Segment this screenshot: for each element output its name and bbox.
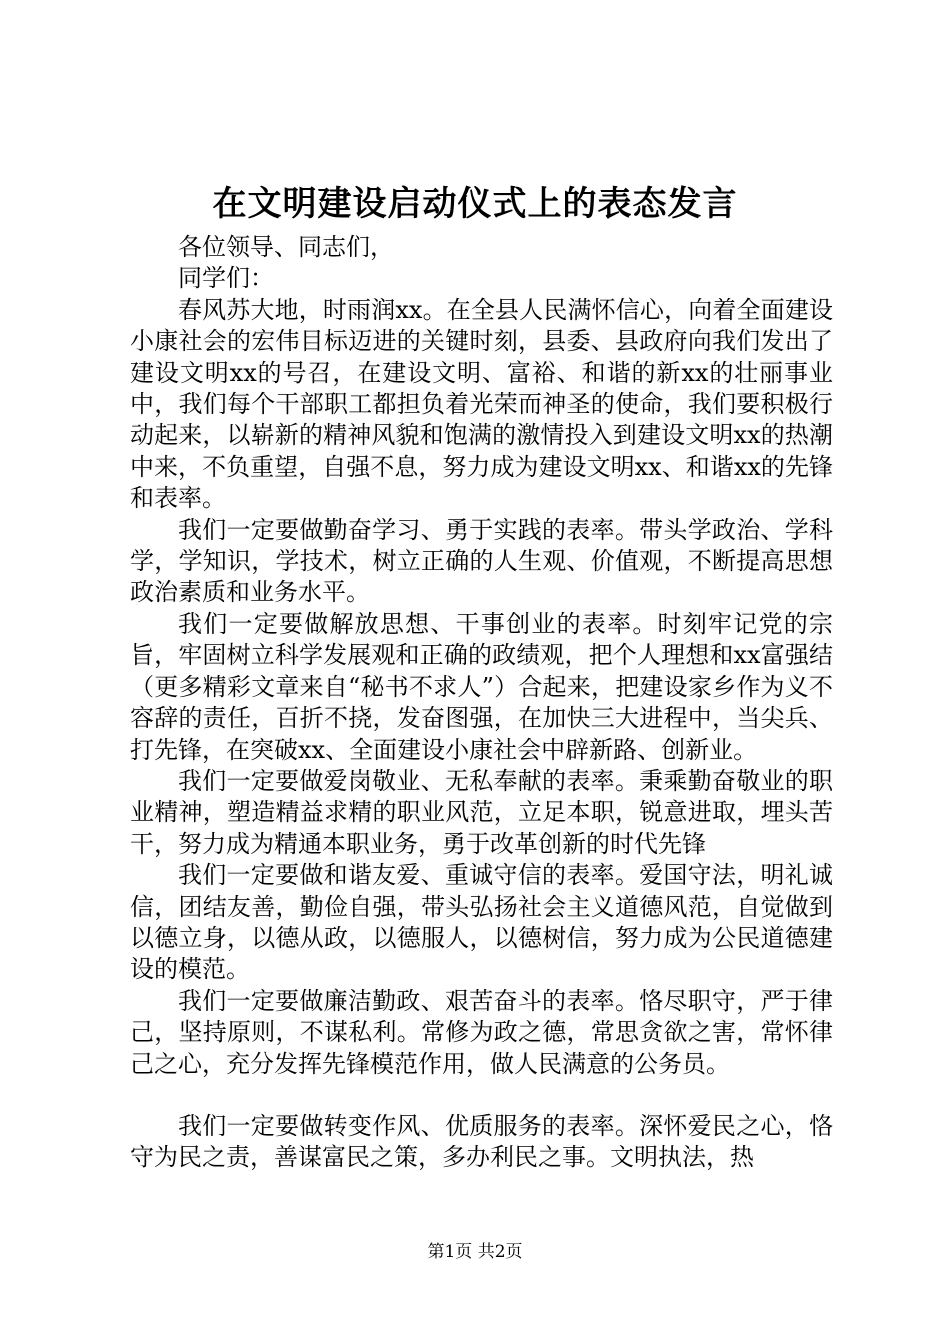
body-paragraph: 我们一定要做和谐友爱、重诚守信的表率。爱国守法，明礼诚信，团结友善，勤俭自强，带头弘扬社会主义道德风范，自觉做到以德立身，以德从政，以德服人，以德树信，努力成为公民道德建设的模范。 [130, 861, 833, 984]
document-body [130, 232, 833, 1174]
body-paragraph: 我们一定要做爱岗敬业、无私奉献的表率。秉乘勤奋敬业的职业精神，塑造精益求精的职业风范，立足本职，锐意进取，埋头苦干，努力成为精通本职业务，勇于改革创新的时代先锋 [130, 766, 833, 858]
body-paragraph: 我们一定要做勤奋学习、勇于实践的表率。带头学政治、学科学，学知识，学技术，树立正确的人生观、价值观，不断提高思想政治素质和业务水平。 [130, 515, 833, 607]
page-number-footer: 第1页 共2页 [427, 1242, 523, 1262]
salutation-paragraph: 各位领导、同志们， [178, 233, 394, 261]
body-paragraph: 我们一定要做转变作风、优质服务的表率。深怀爱民之心，恪守为民之责，善谋富民之策，多办利民之事。文明执法，热 [130, 1111, 833, 1172]
body-paragraph: 我们一定要做廉洁勤政、艰苦奋斗的表率。恪尽职守，严于律己，坚持原则，不谋私利。常修为政之德，常思贪欲之害，常怀律己之心，充分发挥先锋模范作用，做人民满意的公务员。 [130, 986, 833, 1078]
document-title: 在文明建设启动仪式上的表态发言 [212, 184, 738, 224]
salutation-paragraph: 同学们： [178, 264, 274, 293]
body-paragraph: 我们一定要做解放思想、干事创业的表率。时刻牢记党的宗旨，牢固树立科学发展观和正确的政绩观，把个人理想和xx富强结（更多精彩文章来自“秘书不求人”）合起来，把建设家乡作为义不容辞的责任，百折不挠，发奋图强，在加快三大进程中，当尖兵、打先锋，在突破xx、全面建设小康社会中辟新路、创新业。 [130, 609, 833, 764]
body-paragraph: 春风苏大地，时雨润xx。在全县人民满怀信心，向着全面建设小康社会的宏伟目标迈进的关键时刻，县委、县政府向我们发出了建设文明xx的号召，在建设文明、富裕、和谐的新xx的壮丽事业中，我们每个干部职工都担负着光荣而神圣的使命，我们要积极行动起来，以崭新的精神风貌和饱满的激情投入到建设文明xx的热潮中来，不负重望，自强不息，努力成为建设文明xx、和谐xx的先锋和表率。 [130, 295, 833, 513]
